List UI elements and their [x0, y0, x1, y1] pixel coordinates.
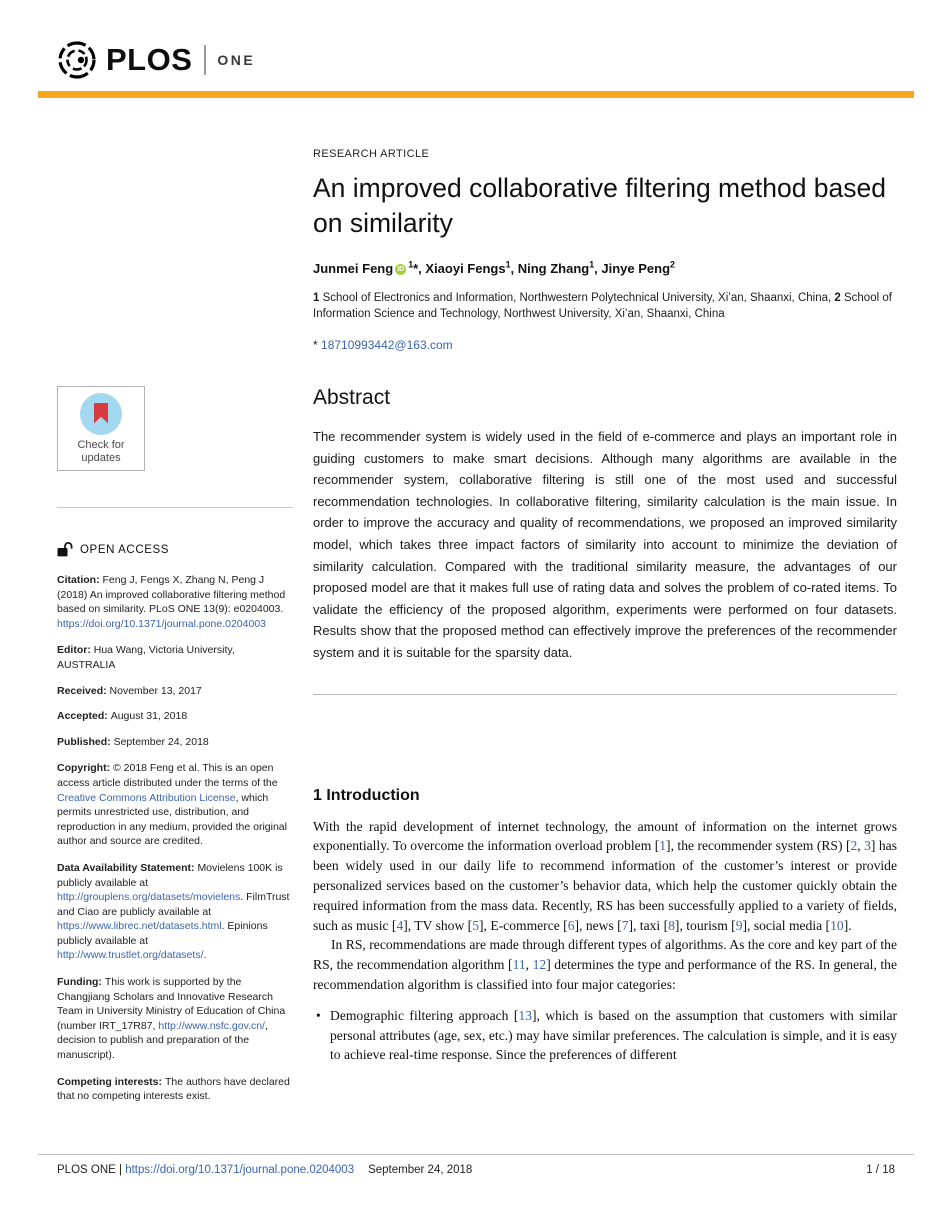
link[interactable]: 4	[396, 917, 404, 933]
link[interactable]: 10	[830, 917, 844, 933]
journal-header	[0, 0, 952, 82]
link[interactable]: 12	[532, 957, 547, 973]
link[interactable]: 11	[512, 957, 526, 973]
footer-rule	[38, 1154, 914, 1155]
check-for-updates-label: Check for updates	[77, 439, 125, 464]
research-article-kicker: RESEARCH ARTICLE	[313, 148, 430, 160]
competing-interests-note: Competing interests: The authors have declared that no competing interests exist.	[57, 1075, 290, 1103]
received-note: Received: November 13, 2017	[57, 684, 202, 697]
link[interactable]: 18710993442@163.com	[321, 338, 453, 352]
page-footer	[0, 1154, 952, 1176]
link[interactable]: 6	[567, 917, 575, 933]
open-access-label: OPEN ACCESS	[57, 542, 293, 557]
citation-note: Citation: Feng J, Fengs X, Zhang N, Peng J (2018) An improved collaborative filtering method based on similarity. PLoS ONE 13(9): e0204003. https://doi.org/10.1371/journal.pone.0204003	[57, 574, 286, 630]
plos-logo	[57, 38, 914, 82]
affiliation-list: 1 School of Electronics and Information, Northwestern Polytechnical University, Xi’an, Shaanxi, China, 2 School of Information Science and Technology, Northwest University, Xi’an, Shaanxi, China	[313, 292, 892, 320]
published-note: Published: September 24, 2018	[57, 735, 209, 748]
intro-paragraph-1: With the rapid development of internet technology, the amount of information on the internet grows exponentially. To overcome the information overload problem [1], the recommender system (RS) [2, 3] has been widely used in our daily life to recommend information of the customer’s interest or provide personalized services based on the customer’s behavior data, which help the customer quickly obtain the required information from the mass data. Recently, RS has been successfully applied to a variety of fields, such as music [4], TV show [5], E-commerce [6], news [7], taxi [8], tourism [9], social media [10].	[313, 818, 897, 933]
data-availability-note: Data Availability Statement: Movielens 100K is publicly available at http://grouplens.org/datasets/movielens. FilmTrust and Ciao are publicly available at https://www.librec.net/datasets.html. Epinions publicly available at http://www.trustlet.org/datasets/.	[57, 861, 290, 962]
intro-bullet-1: • Demographic filtering approach [13], which is based on the assumption that customers with similar personal attributes (age, sex, etc.) may have similar preferences. The calculation is simple, and it is easy to achieve real-time response. Since the preferences of different	[314, 1006, 897, 1065]
link[interactable]: 13	[518, 1007, 532, 1023]
link[interactable]: 7	[621, 917, 629, 933]
abstract-heading: Abstract	[313, 386, 391, 409]
footer-row	[57, 1164, 895, 1176]
link[interactable]: https://doi.org/10.1371/journal.pone.0204003	[57, 617, 267, 630]
page-number: 1 / 18	[866, 1164, 895, 1176]
footer-citation: PLOS ONE | https://doi.org/10.1371/journal.pone.0204003 September 24, 2018	[57, 1164, 473, 1176]
link[interactable]: http://www.trustlet.org/datasets/	[57, 949, 204, 962]
introduction-heading: 1 Introduction	[313, 786, 420, 804]
link[interactable]: 9	[735, 917, 743, 933]
link[interactable]: 5	[472, 917, 480, 933]
plos-wordmark: PLOS	[106, 42, 193, 77]
logo-divider	[204, 45, 206, 75]
link[interactable]: 8	[668, 917, 675, 933]
sidebar	[57, 148, 293, 1104]
corresponding-email: * 18710993442@163.com	[313, 338, 453, 352]
article-body	[313, 148, 897, 1104]
article-title: An improved collaborative filtering method based on similarity	[313, 173, 887, 238]
section-divider	[313, 694, 897, 695]
journal-name: ONE	[217, 52, 256, 68]
link[interactable]: https://doi.org/10.1371/journal.pone.0204003	[125, 1164, 355, 1176]
link[interactable]: http://grouplens.org/datasets/movielens	[57, 891, 241, 904]
accepted-note: Accepted: August 31, 2018	[57, 710, 188, 723]
check-for-updates-badge[interactable]	[57, 386, 145, 471]
link[interactable]: Creative Commons Attribution License	[57, 791, 236, 804]
funding-note: Funding: This work is supported by the Changjiang Scholars and Innovative Research Team in University Ministry of Education of China (number IRT_17R87, http://www.nsfc.gov.cn/, decision to publish and preparation of the manuscript).	[57, 976, 286, 1062]
bookmark-icon	[94, 403, 108, 424]
plos-globe-icon	[57, 40, 97, 80]
sidebar-divider	[57, 507, 293, 508]
link[interactable]: https://www.librec.net/datasets.html	[57, 920, 222, 933]
crossmark-icon	[80, 393, 122, 435]
intro-paragraph-2: In RS, recommendations are made through different types of algorithms. As the core and key part of the RS, the recommendation algorithm [11, 12] determines the type and performance of the RS. In general, the recommendation algorithm is classified into four major categories:	[313, 937, 897, 992]
content-area	[57, 148, 897, 1104]
open-lock-icon	[57, 542, 73, 557]
link[interactable]: 1	[659, 838, 667, 854]
link[interactable]: 3	[864, 838, 871, 854]
editor-note: Editor: Hua Wang, Victoria University, AUSTRALIA	[57, 644, 235, 671]
category-list	[313, 1006, 897, 1065]
abstract-text: The recommender system is widely used in the field of e-commerce and plays an important role in guiding customers to make smart decisions. Although many algorithms are available in the recommender system, collaborative filtering is still one of the most used and successful recommendation technologies. In collaborative filtering, similarity calculation is the main issue. In order to improve the accuracy and quality of recommendations, we proposed an improved similarity model, which takes three impact factors of similarity into account to minimize the deviation of similarity calculation. Compared with the traditional similarity measure, the advantages of our proposed model are that it makes full use of rating data and solves the problem of co-rated items. To validate the efficiency of the proposed algorithm, experiments were performed on four datasets. Results show that the proposed method can effectively improve the preferences of the recommender system and it is suitable for the sparsity data.	[313, 429, 897, 660]
brand-rule	[38, 91, 914, 98]
link[interactable]: 2	[850, 838, 858, 854]
link[interactable]: http://www.nsfc.gov.cn/	[158, 1019, 265, 1032]
author-list: Junmei Feng iD $^1$*, Xiaoyi Fengs$^1$, Ning Zhang$^1$, Jinye Peng$^2$	[313, 259, 675, 276]
copyright-note: Copyright: © 2018 Feng et al. This is an open access article distributed under the terms of the Creative Commons Attribution License, which permits unrestricted use, distribution, and reproduction in any medium, provided the original author and source are credited.	[57, 762, 287, 848]
